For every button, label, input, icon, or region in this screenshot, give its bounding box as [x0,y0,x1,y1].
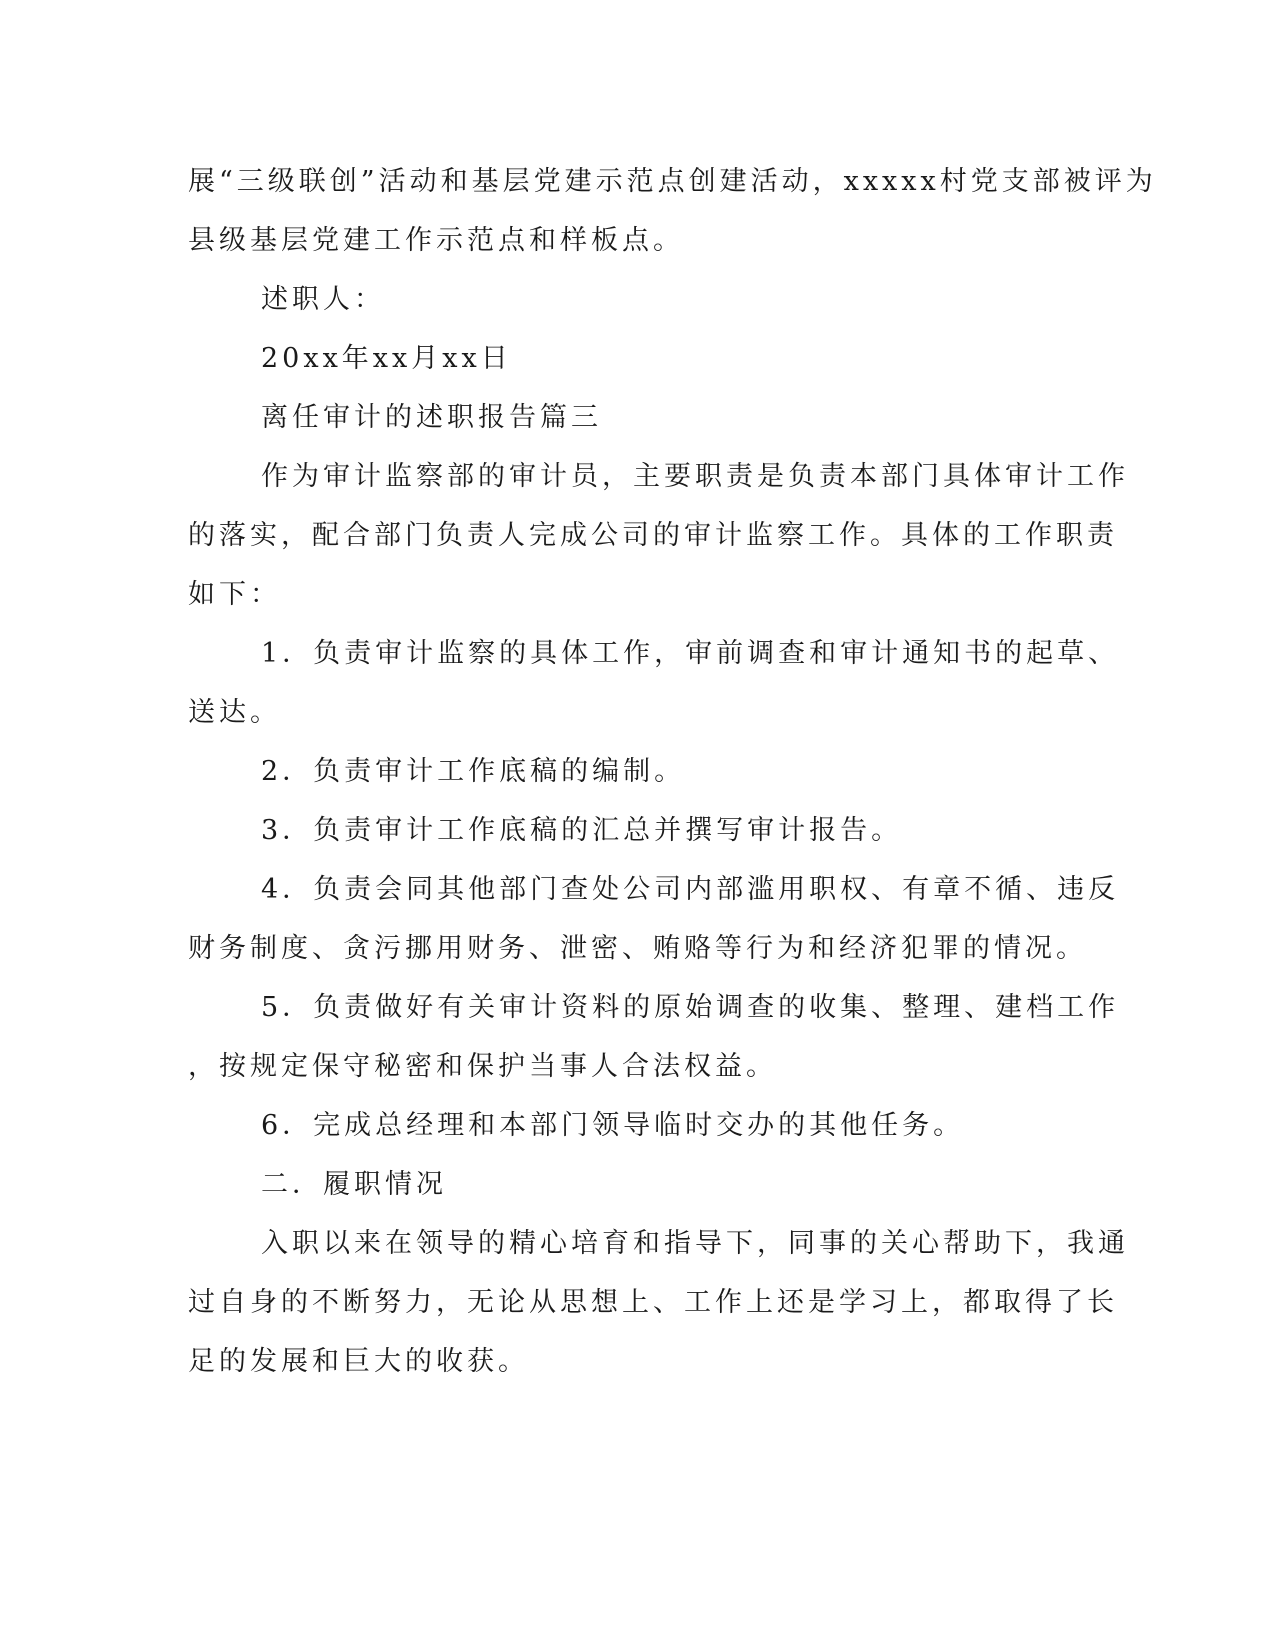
paragraph-line: 足的发展和巨大的收获。 [188,1346,529,1377]
list-item-continuation: ，按规定保守秘密和保护当事人合法权益。 [188,1051,777,1082]
list-item-continuation: 送达。 [188,697,281,728]
paragraph-line: 的落实，配合部门负责人完成公司的审计监察工作。具体的工作职责 [188,520,1118,551]
list-item: 3．负责审计工作底稿的汇总并撰写审计报告。 [261,815,903,846]
paragraph-line: 如下： [188,579,281,610]
signer-label: 述职人： [261,284,385,315]
list-item: 1．负责审计监察的具体工作，审前调查和审计通知书的起草、 [261,638,1120,669]
list-item: 5．负责做好有关审计资料的原始调查的收集、整理、建档工作 [261,992,1120,1023]
section-heading: 二．履职情况 [261,1169,447,1200]
date-line: 20xx年xx月xx日 [261,343,512,374]
section-title: 离任审计的述职报告篇三 [261,402,602,433]
list-item-continuation: 财务制度、贪污挪用财务、泄密、贿赂等行为和经济犯罪的情况。 [188,933,1087,964]
paragraph-line: 展“三级联创”活动和基层党建示范点创建活动，xxxxx村党支部被评为 [188,166,1157,197]
paragraph-line: 县级基层党建工作示范点和样板点。 [188,225,684,256]
list-item: 4．负责会同其他部门查处公司内部滥用职权、有章不循、违反 [261,874,1120,905]
paragraph-line: 作为审计监察部的审计员，主要职责是负责本部门具体审计工作 [261,461,1129,492]
list-item: 6．完成总经理和本部门领导临时交办的其他任务。 [261,1110,965,1141]
paragraph-line: 入职以来在领导的精心培育和指导下，同事的关心帮助下，我通 [261,1228,1129,1259]
list-item: 2．负责审计工作底稿的编制。 [261,756,686,787]
paragraph-line: 过自身的不断努力，无论从思想上、工作上还是学习上，都取得了长 [188,1287,1118,1318]
